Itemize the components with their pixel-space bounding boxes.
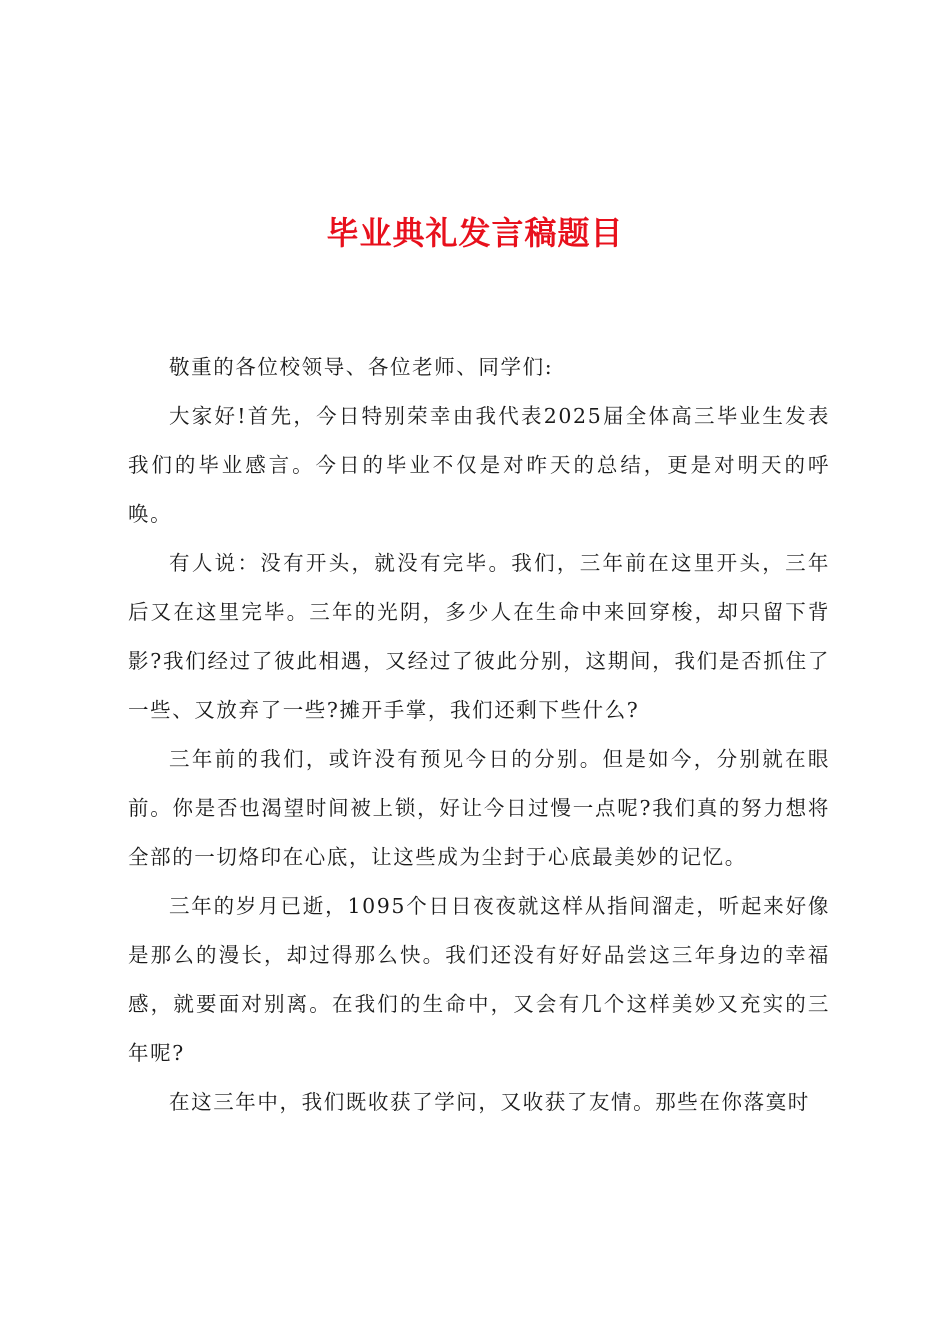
paragraph: 三年前的我们，或许没有预见今日的分别。但是如今，分别就在眼前。你是否也渴望时间被上锁，好让今日过慢一点呢?我们真的努力想将全部的一切烙印在心底，让这些成为尘封于心底最美妙的记忆。 [128,747,830,869]
paragraph: 在这三年中，我们既收获了学问，又收获了友情。那些在你落寞时 [169,1090,810,1114]
paragraph-salutation: 敬重的各位校领导、各位老师、同学们: [169,355,554,379]
paragraph: 有人说：没有开头，就没有完毕。我们，三年前在这里开头，三年后又在这里完毕。三年的光阴，多少人在生命中来回穿梭，却只留下背影?我们经过了彼此相遇，又经过了彼此分别，这期间，我们是否抓住了一些、又放弃了一些?摊开手掌，我们还剩下些什么? [128,551,830,722]
paragraph: 大家好!首先，今日特别荣幸由我代表2025届全体高三毕业生发表我们的毕业感言。今日的毕业不仅是对昨天的总结，更是对明天的呼唤。 [128,404,830,526]
document-title: 毕业典礼发言稿题目 [326,214,624,252]
paragraph: 三年的岁月已逝，1095个日日夜夜就这样从指间溜走，听起来好像是那么的漫长，却过得那么快。我们还没有好好品尝这三年身边的幸福感，就要面对别离。在我们的生命中，又会有几个这样美妙又充实的三年呢? [128,894,830,1065]
document-body [128,343,830,1127]
